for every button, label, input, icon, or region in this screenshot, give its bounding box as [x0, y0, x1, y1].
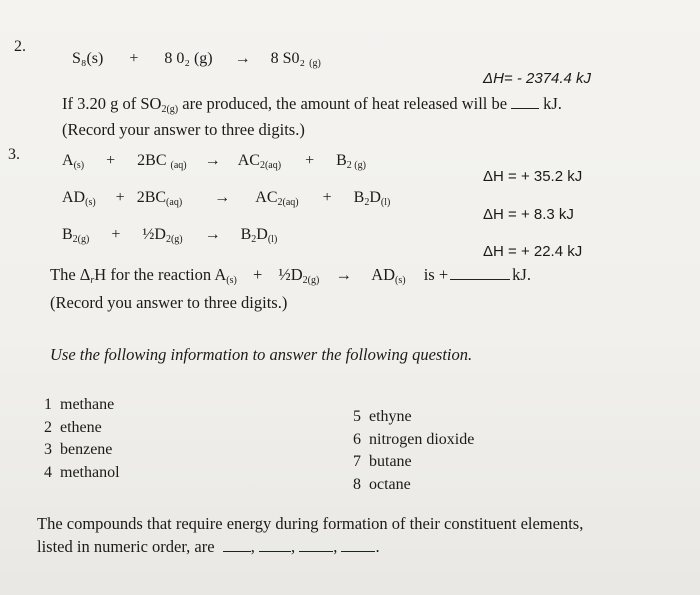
r2-d-state: (l) [380, 197, 391, 208]
list-item [353, 451, 474, 474]
r1-a-state: (s) [73, 160, 85, 171]
target-is: is + [423, 265, 449, 284]
q3-answer-blank[interactable] [450, 265, 510, 280]
target-b: ½D [278, 265, 303, 284]
r3-b: ½D [142, 226, 166, 243]
r3-c2: D [256, 226, 268, 243]
r1-c-state: 2(aq) [259, 160, 282, 171]
r3-enthalpy: ΔH = + 22.4 kJ [483, 243, 583, 260]
item-number: 3 [44, 441, 52, 458]
question-3-number: 3. [8, 146, 20, 163]
q2-text-post: are produced, the amount of heat released will be [178, 94, 508, 113]
r2-c: AC [255, 189, 278, 206]
r1-arrow: → [204, 152, 221, 169]
q2-answer-blank[interactable] [511, 94, 539, 109]
item-name: methanol [60, 463, 120, 481]
target-a-state: (s) [226, 275, 237, 286]
r3-c: B [240, 226, 252, 243]
target-arrow: → [335, 265, 352, 284]
r2-b: 2BC [136, 189, 167, 206]
answer-blank-1[interactable] [223, 537, 251, 552]
r2-plus-1: + [115, 189, 125, 206]
r1-c: AC [237, 152, 260, 169]
answer-blank-4[interactable] [341, 537, 375, 552]
target-unit: kJ. [512, 265, 531, 284]
r2-arrow: → [214, 189, 231, 206]
list-item [44, 417, 120, 440]
r1-d-state: 2 (g) [346, 160, 366, 171]
r3-a-state: 2(g) [72, 234, 90, 245]
list-item [44, 394, 120, 417]
final-question-line-2: listed in numeric order, are , , , . [37, 537, 380, 556]
r3-plus-1: + [111, 226, 121, 243]
target-delta-sub: r [90, 275, 95, 286]
answer-blank-3[interactable] [299, 537, 333, 552]
item-name: ethyne [369, 408, 412, 425]
item-name: nitrogen dioxide [369, 430, 475, 448]
target-text: H for the reaction A [94, 265, 227, 284]
r3-b-state: 2(g) [165, 234, 183, 245]
q2-arrow: → [234, 50, 251, 67]
r3-a: B [62, 226, 73, 243]
q2-product-state: (g) [309, 58, 321, 69]
item-name: benzene [60, 441, 113, 458]
target-c: AD [371, 265, 396, 284]
answer-blank-2[interactable] [259, 537, 291, 552]
q3-note: (Record you answer to three digits.) [50, 293, 288, 312]
question-2-number: 2. [14, 38, 26, 55]
q2-enthalpy: ΔH= - 2374.4 kJ [483, 70, 592, 87]
q3-reaction-3 [62, 226, 277, 245]
target-delta: The Δ [50, 265, 91, 284]
q2-reactant-2-state: (g) [193, 50, 213, 67]
info-instruction: Use the following information to answer the following question. [50, 345, 473, 364]
r1-enthalpy: ΔH = + 35.2 kJ [483, 168, 583, 185]
target-plus: + [252, 265, 263, 284]
item-number: 6 [353, 430, 361, 448]
item-number: 8 [353, 475, 361, 493]
item-number: 2 [44, 418, 52, 436]
r2-d-sub: 2 [364, 197, 370, 208]
r2-b-state: (aq) [166, 197, 183, 208]
final-question-text: listed in numeric order, are [37, 537, 215, 556]
list-item [44, 462, 120, 485]
compound-list-left [44, 394, 120, 484]
list-item [44, 439, 120, 462]
r1-b-state: (aq) [170, 160, 187, 171]
q2-text-line-2: (Record your answer to three digits.) [62, 120, 305, 139]
item-number: 5 [353, 408, 361, 425]
item-name: butane [369, 453, 412, 470]
q2-text-pre: If 3.20 g of SO [62, 94, 162, 113]
r2-d2: D [369, 189, 381, 206]
r3-arrow: → [204, 226, 221, 243]
r1-plus-1: + [106, 152, 116, 169]
q3-reaction-2 [62, 189, 390, 208]
r3-c-sub: 2 [251, 234, 257, 245]
item-number: 7 [353, 453, 361, 470]
q2-reactant-2: 0₂ [176, 50, 190, 67]
r2-c-state: 2(aq) [277, 197, 299, 208]
item-name: octane [369, 475, 411, 493]
list-item [353, 474, 474, 497]
r2-plus-2: + [322, 189, 332, 206]
r1-d: B [336, 152, 347, 169]
r2-a-state: (s) [85, 197, 96, 208]
r1-plus-2: + [305, 152, 315, 169]
final-question-line-1: The compounds that require energy during formation of their constituent elements, [37, 514, 584, 533]
item-name: ethene [60, 418, 102, 436]
q2-unit: kJ. [543, 94, 562, 113]
q2-text-line-1 [62, 94, 562, 115]
compound-list-right [353, 406, 474, 496]
r3-c-state: (l) [267, 234, 278, 245]
r2-enthalpy: ΔH = + 8.3 kJ [483, 206, 574, 223]
r1-a: A [62, 152, 74, 169]
q2-reaction [72, 50, 321, 69]
q2-plus: + [129, 50, 139, 67]
q3-reaction-1 [62, 152, 366, 171]
list-item [353, 406, 474, 429]
r2-a: AD [62, 189, 86, 206]
item-number: 4 [44, 463, 52, 481]
q2-text-sub: 2(g) [161, 104, 179, 115]
list-item [353, 429, 474, 452]
q3-target-reaction [50, 265, 531, 286]
item-number: 1 [44, 396, 52, 413]
r1-b: 2BC [137, 152, 167, 169]
target-c-state: (s) [395, 275, 406, 286]
target-b-state: 2(g) [302, 275, 320, 286]
q2-reactant-1: S₈(s) [72, 50, 104, 67]
r2-d: B [353, 189, 365, 206]
item-name: methane [60, 396, 115, 413]
q2-coef: 8 [164, 50, 173, 67]
q2-product: 8 S0₂ [270, 50, 306, 67]
